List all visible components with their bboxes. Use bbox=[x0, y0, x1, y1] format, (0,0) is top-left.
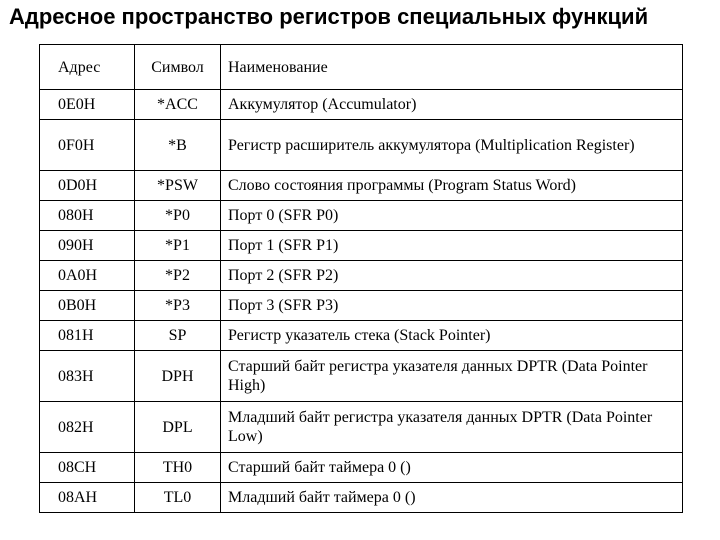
cell-name: Регистр указатель стека (Stack Pointer) bbox=[221, 321, 683, 351]
cell-address: 0F0H bbox=[40, 120, 135, 171]
table-row bbox=[40, 321, 683, 351]
table-row bbox=[40, 201, 683, 231]
cell-address: 08CH bbox=[40, 453, 135, 483]
table-row bbox=[40, 402, 683, 453]
cell-symbol: SP bbox=[135, 321, 221, 351]
cell-symbol: DPL bbox=[135, 402, 221, 453]
cell-name: Порт 0 (SFR P0) bbox=[221, 201, 683, 231]
table-row bbox=[40, 453, 683, 483]
cell-address: 0B0H bbox=[40, 291, 135, 321]
table-row bbox=[40, 291, 683, 321]
cell-name: Старший байт регистра указателя данных DPTR (Data Pointer High) bbox=[221, 351, 683, 402]
cell-symbol: *P3 bbox=[135, 291, 221, 321]
cell-name: Порт 2 (SFR P2) bbox=[221, 261, 683, 291]
table-row bbox=[40, 90, 683, 120]
page-title: Адресное пространство регистров специальных функций bbox=[9, 4, 649, 29]
table-row bbox=[40, 171, 683, 201]
cell-name: Слово состояния программы (Program Status Word) bbox=[221, 171, 683, 201]
cell-symbol: *ACC bbox=[135, 90, 221, 120]
cell-address: 08AH bbox=[40, 483, 135, 513]
cell-name: Младший байт регистра указателя данных DPTR (Data Pointer Low) bbox=[221, 402, 683, 453]
cell-symbol: *P1 bbox=[135, 231, 221, 261]
cell-name: Порт 3 (SFR P3) bbox=[221, 291, 683, 321]
cell-symbol: DPH bbox=[135, 351, 221, 402]
header-symbol: Символ bbox=[135, 45, 221, 90]
cell-name: Порт 1 (SFR P1) bbox=[221, 231, 683, 261]
header-address: Адрес bbox=[40, 45, 135, 90]
table-row bbox=[40, 120, 683, 171]
table-row bbox=[40, 231, 683, 261]
cell-name: Старший байт таймера 0 () bbox=[221, 453, 683, 483]
table-row bbox=[40, 483, 683, 513]
cell-address: 0E0H bbox=[40, 90, 135, 120]
cell-address: 081H bbox=[40, 321, 135, 351]
cell-address: 0D0H bbox=[40, 171, 135, 201]
sfr-table bbox=[39, 44, 683, 513]
cell-address: 0A0H bbox=[40, 261, 135, 291]
cell-symbol: *B bbox=[135, 120, 221, 171]
cell-address: 090H bbox=[40, 231, 135, 261]
cell-symbol: *PSW bbox=[135, 171, 221, 201]
cell-name: Младший байт таймера 0 () bbox=[221, 483, 683, 513]
cell-name: Аккумулятор (Accumulator) bbox=[221, 90, 683, 120]
cell-symbol: *P0 bbox=[135, 201, 221, 231]
cell-address: 082H bbox=[40, 402, 135, 453]
cell-symbol: *P2 bbox=[135, 261, 221, 291]
cell-address: 080H bbox=[40, 201, 135, 231]
header-name: Наименование bbox=[221, 45, 683, 90]
table-row bbox=[40, 261, 683, 291]
cell-symbol: TL0 bbox=[135, 483, 221, 513]
table-header-row bbox=[40, 45, 683, 90]
cell-symbol: TH0 bbox=[135, 453, 221, 483]
cell-address: 083H bbox=[40, 351, 135, 402]
table-row bbox=[40, 351, 683, 402]
cell-name: Регистр расширитель аккумулятора (Multiplication Register) bbox=[221, 120, 683, 171]
